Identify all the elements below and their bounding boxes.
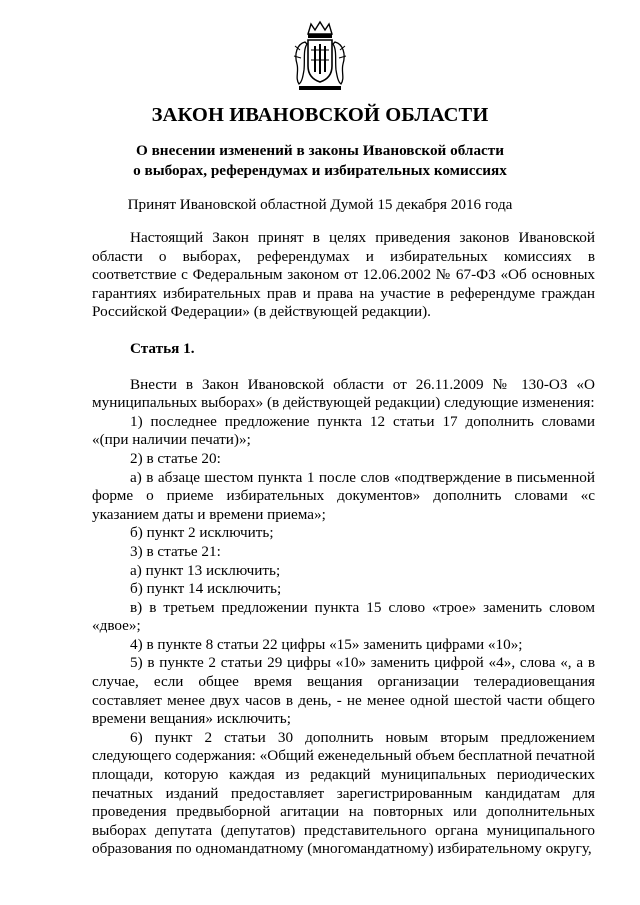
article-paragraph: 5) в пункте 2 статьи 29 цифры «10» заменить цифрой «4», слова «, а в случае, если общее время вещания организации телерадиовещания составляет менее двух часов в день, - не менее одной шестой части общего времени вещания» исключить; [92, 654, 595, 728]
article-paragraph: б) пункт 2 исключить; [130, 524, 274, 542]
article-paragraph: 2) в статье 20: [130, 449, 221, 467]
article-heading: Статья 1. [130, 339, 195, 357]
article-paragraph: 3) в статье 21: [130, 542, 221, 560]
article-paragraph: б) пункт 14 исключить; [130, 580, 282, 598]
ivanovo-coat-of-arms-icon [291, 20, 349, 94]
law-subtitle [0, 141, 640, 181]
article-paragraph: а) в абзаце шестом пункта 1 после слов «подтверждение в письменной форме о приеме избирательных документов» дополнить словами «с указанием даты и времени приема»; [92, 468, 595, 523]
law-title: ЗАКОН ИВАНОВСКОЙ ОБЛАСТИ [151, 104, 489, 126]
preamble: Настоящий Закон принят в целях приведения законов Ивановской области о выборах, референдумах и избирательных комиссиях в соответствие с Федеральным законом от 12.06.2002 № 67-ФЗ «Об основных гарантиях избирательных прав и права на участие в референдуме граждан Российской Федерации» (в действующей редакции). [92, 229, 595, 321]
article-paragraph: в) в третьем предложении пункта 15 слово «трое» заменить словом «двое»; [92, 598, 595, 635]
adoption-date: Принят Ивановской областной Думой 15 декабря 2016 года [127, 196, 513, 213]
subtitle-line: О внесении изменений в законы Ивановской области [136, 142, 504, 159]
article-paragraph: 1) последнее предложение пункта 12 статьи 17 дополнить словами «(при наличии печати)»; [92, 412, 595, 449]
article-paragraph: 4) в пункте 8 статьи 22 цифры «15» заменить цифрами «10»; [130, 635, 523, 653]
article-paragraph: а) пункт 13 исключить; [130, 561, 281, 579]
article-paragraph: Внести в Закон Ивановской области от 26.11.2009 № 130-ОЗ «О муниципальных выборах» (в действующей редакции) следующие изменения: [92, 375, 595, 412]
article-paragraph: 6) пункт 2 статьи 30 дополнить новым вторым предложением следующего содержания: «Общий еженедельный объем бесплатной печатной площади, которую каждая из редакций муниципальных периодических печатных изданий предоставляет зарегистрированным кандидатам для проведения предвыборной агитации на повторных или дополнительных выборах депутата (депутатов) представительного органа муниципального образования по одномандатному (многомандатному) избирательному округу, [92, 728, 595, 858]
subtitle-line: о выборах, референдумах и избирательных комиссиях [133, 162, 507, 179]
law-body [92, 229, 595, 859]
